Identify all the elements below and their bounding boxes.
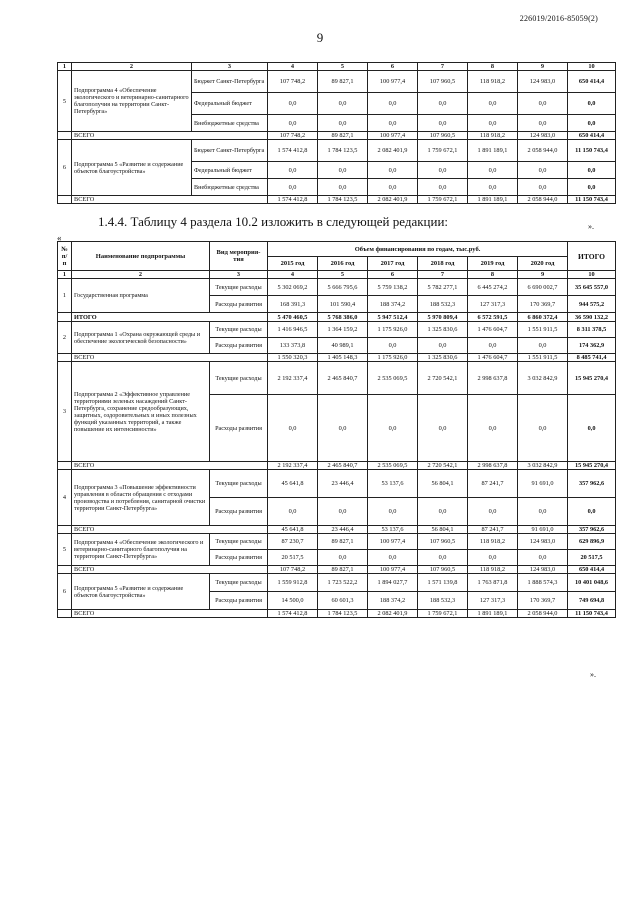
value-cell: 1 574 412,8	[268, 610, 318, 618]
value-cell: 0,0	[568, 93, 616, 115]
header-year: 2019 год	[468, 257, 518, 271]
subprogram-row	[58, 534, 616, 550]
value-cell: 2 192 337,4	[268, 462, 318, 470]
value-cell: 11 150 743,4	[568, 140, 616, 162]
header-subprogram-name: Наименование подпрограммы	[72, 242, 210, 271]
value-cell: 6 690 002,7	[518, 279, 568, 296]
value-cell: 0,0	[418, 550, 468, 566]
value-cell: 10 401 048,6	[568, 574, 616, 592]
value-cell: 107 748,2	[268, 566, 318, 574]
activity-type-cell: Расходы развития	[210, 395, 268, 462]
value-cell: 0,0	[318, 498, 368, 526]
row-number-cell: 3	[58, 362, 72, 462]
subprogram-row	[58, 470, 616, 498]
value-cell: 0,0	[418, 93, 468, 115]
value-cell: 107 960,5	[418, 566, 468, 574]
value-cell: 11 150 743,4	[568, 196, 616, 204]
column-number-cell: 10	[568, 63, 616, 71]
column-number-cell: 6	[368, 271, 418, 279]
value-cell: 0,0	[468, 93, 518, 115]
value-cell: 1 364 159,2	[318, 322, 368, 338]
value-cell: 2 058 944,0	[518, 140, 568, 162]
total-label-cell: ВСЕГО	[72, 566, 268, 574]
value-cell: 36 590 132,2	[568, 313, 616, 322]
value-cell: 1 476 604,7	[468, 322, 518, 338]
value-cell: 3 032 842,9	[518, 462, 568, 470]
header-year: 2020 год	[518, 257, 568, 271]
value-cell: 1 416 946,5	[268, 322, 318, 338]
value-cell: 20 517,5	[268, 550, 318, 566]
value-cell: 118 918,2	[468, 71, 518, 93]
header-total: ИТОГО	[568, 242, 616, 271]
funding-source-cell: Федеральный бюджет	[192, 93, 268, 115]
value-cell: 60 601,3	[318, 592, 368, 610]
value-cell: 1 175 926,0	[368, 322, 418, 338]
column-number-cell: 1	[58, 271, 72, 279]
value-cell: 357 962,6	[568, 470, 616, 498]
value-cell: 0,0	[518, 115, 568, 132]
value-cell: 35 645 557,0	[568, 279, 616, 296]
value-cell: 0,0	[568, 179, 616, 196]
value-cell: 1 175 926,0	[368, 354, 418, 362]
row-number-cell: 6	[58, 574, 72, 610]
value-cell: 2 535 069,5	[368, 362, 418, 395]
value-cell: 5 947 512,4	[368, 313, 418, 322]
value-cell: 5 470 460,5	[268, 313, 318, 322]
value-cell: 2 058 944,0	[518, 610, 568, 618]
value-cell: 0,0	[468, 395, 518, 462]
row-number-cell: 5	[58, 534, 72, 566]
value-cell: 1 784 123,5	[318, 196, 368, 204]
table1-row	[58, 71, 616, 93]
value-cell: 3 032 842,9	[518, 362, 568, 395]
value-cell: 107 748,2	[268, 132, 318, 140]
value-cell: 89 827,1	[318, 132, 368, 140]
value-cell: 87 241,7	[468, 470, 518, 498]
column-number-cell: 10	[568, 271, 616, 279]
value-cell: 1 759 672,1	[418, 610, 468, 618]
section-heading: 1.4.4. Таблицу 4 раздела 10.2 изложить в следующей редакции:	[98, 214, 449, 229]
value-cell: 2 058 944,0	[518, 196, 568, 204]
value-cell: 124 983,0	[518, 566, 568, 574]
subprogram-name-cell: Подпрограмма 5 «Развитие и содержание объектов благоустройства»	[72, 140, 192, 196]
value-cell: 1 574 412,8	[268, 196, 318, 204]
value-cell: 100 977,4	[368, 534, 418, 550]
subprogram-name-cell: Подпрограмма 1 «Охрана окружающей среды и обеспечение экологической безопасности»	[72, 322, 210, 354]
total-label-cell: ВСЕГО	[72, 132, 268, 140]
column-number-cell: 7	[418, 271, 468, 279]
empty-cell	[58, 462, 72, 470]
document-id: 226019/2016-85059(2)	[519, 14, 598, 23]
value-cell: 0,0	[368, 115, 418, 132]
value-cell: 0,0	[468, 179, 518, 196]
total-label-cell: ВСЕГО	[72, 610, 268, 618]
value-cell: 188 532,3	[418, 592, 468, 610]
state-program-total-row	[58, 313, 616, 322]
funding-source-cell: Внебюджетные средства	[192, 115, 268, 132]
value-cell: 5 768 386,0	[318, 313, 368, 322]
column-number-cell: 2	[72, 63, 192, 71]
activity-type-cell: Текущие расходы	[210, 470, 268, 498]
column-number-cell: 8	[468, 63, 518, 71]
value-cell: 0,0	[268, 179, 318, 196]
value-cell: 0,0	[568, 115, 616, 132]
subprogram-total-row	[58, 566, 616, 574]
column-number-cell: 7	[418, 63, 468, 71]
value-cell: 188 374,2	[368, 592, 418, 610]
value-cell: 89 827,1	[318, 71, 368, 93]
value-cell: 2 192 337,4	[268, 362, 318, 395]
value-cell: 89 827,1	[318, 566, 368, 574]
value-cell: 1 763 871,8	[468, 574, 518, 592]
value-cell: 1 759 672,1	[418, 196, 468, 204]
value-cell: 56 804,1	[418, 470, 468, 498]
column-number-cell: 4	[268, 271, 318, 279]
column-number-cell: 2	[72, 271, 210, 279]
value-cell: 8 485 741,4	[568, 354, 616, 362]
value-cell: 0,0	[568, 162, 616, 179]
value-cell: 6 445 274,2	[468, 279, 518, 296]
value-cell: 1 325 830,6	[418, 322, 468, 338]
value-cell: 8 311 378,5	[568, 322, 616, 338]
value-cell: 5 782 277,1	[418, 279, 468, 296]
value-cell: 6 860 372,4	[518, 313, 568, 322]
header-activity-type: Вид мероприя-тия	[210, 242, 268, 271]
total-label-cell: ВСЕГО	[72, 196, 268, 204]
financing-table-continued	[57, 62, 616, 204]
value-cell: 118 918,2	[468, 534, 518, 550]
value-cell: 0,0	[318, 179, 368, 196]
column-number-cell: 8	[468, 271, 518, 279]
value-cell: 15 945 270,4	[568, 462, 616, 470]
value-cell: 0,0	[518, 338, 568, 354]
activity-type-cell: Расходы развития	[210, 592, 268, 610]
value-cell: 118 918,2	[468, 132, 518, 140]
value-cell: 0,0	[318, 550, 368, 566]
value-cell: 0,0	[568, 395, 616, 462]
value-cell: 188 532,3	[418, 296, 468, 313]
value-cell: 101 590,4	[318, 296, 368, 313]
value-cell: 0,0	[418, 162, 468, 179]
funding-source-cell: Бюджет Санкт-Петербурга	[192, 140, 268, 162]
activity-type-cell: Расходы развития	[210, 296, 268, 313]
value-cell: 2 720 542,1	[418, 462, 468, 470]
value-cell: 1 759 672,1	[418, 140, 468, 162]
subprogram-name-cell: Подпрограмма 5 «Развитие и содержание объектов благоустройства»	[72, 574, 210, 610]
header-year: 2015 год	[268, 257, 318, 271]
value-cell: 0,0	[268, 395, 318, 462]
value-cell: 118 918,2	[468, 566, 518, 574]
value-cell: 2 720 542,1	[418, 362, 468, 395]
value-cell: 40 989,1	[318, 338, 368, 354]
value-cell: 0,0	[268, 162, 318, 179]
subprogram-total-row	[58, 610, 616, 618]
value-cell: 87 241,7	[468, 526, 518, 534]
value-cell: 100 977,4	[368, 132, 418, 140]
funding-source-cell: Федеральный бюджет	[192, 162, 268, 179]
value-cell: 45 641,8	[268, 470, 318, 498]
value-cell: 124 983,0	[518, 132, 568, 140]
subprogram-name-cell: Подпрограмма 4 «Обеспечение экологического и ветеринарно-санитарного благополучия на территории Санкт-Петербурга»	[72, 534, 210, 566]
header-number: № п/п	[58, 242, 72, 271]
value-cell: 1 888 574,3	[518, 574, 568, 592]
value-cell: 0,0	[418, 395, 468, 462]
value-cell: 170 369,7	[518, 296, 568, 313]
activity-type-cell: Текущие расходы	[210, 362, 268, 395]
subprogram-row	[58, 362, 616, 395]
header-financing-by-year: Объем финансирования по годам, тыс.руб.	[268, 242, 568, 257]
value-cell: 0,0	[318, 93, 368, 115]
table2-column-numbers	[58, 271, 616, 279]
column-number-cell: 9	[518, 271, 568, 279]
value-cell: 1 891 189,1	[468, 610, 518, 618]
subprogram-row	[58, 574, 616, 592]
value-cell: 107 960,5	[418, 71, 468, 93]
table1-total-row	[58, 196, 616, 204]
value-cell: 0,0	[318, 115, 368, 132]
empty-cell	[58, 132, 72, 140]
value-cell: 23 446,4	[318, 470, 368, 498]
column-number-cell: 3	[192, 63, 268, 71]
value-cell: 5 759 138,2	[368, 279, 418, 296]
subprogram-total-row	[58, 354, 616, 362]
row-number-cell: 1	[58, 279, 72, 313]
value-cell: 91 691,0	[518, 526, 568, 534]
row-number-cell: 4	[58, 470, 72, 526]
value-cell: 0,0	[418, 115, 468, 132]
value-cell: 1 550 320,3	[268, 354, 318, 362]
value-cell: 0,0	[418, 498, 468, 526]
table1-column-numbers	[58, 63, 616, 71]
value-cell: 100 977,4	[368, 566, 418, 574]
value-cell: 1 894 027,7	[368, 574, 418, 592]
value-cell: 0,0	[368, 93, 418, 115]
opening-quote: «	[57, 233, 62, 243]
header-year: 2016 год	[318, 257, 368, 271]
value-cell: 2 082 401,9	[368, 610, 418, 618]
subprogram-name-cell: Подпрограмма 3 «Повышение эффективности управления в области обращения с отходами производства и потребления, санитарной очистки территории Санкт-Петербурга»	[72, 470, 210, 526]
value-cell: 89 827,1	[318, 534, 368, 550]
row-number-cell: 6	[58, 140, 72, 196]
value-cell: 650 414,4	[568, 132, 616, 140]
value-cell: 2 465 840,7	[318, 462, 368, 470]
total-label-cell: ВСЕГО	[72, 526, 268, 534]
value-cell: 357 962,6	[568, 526, 616, 534]
column-number-cell: 5	[318, 63, 368, 71]
value-cell: 0,0	[518, 498, 568, 526]
value-cell: 1 325 830,6	[418, 354, 468, 362]
value-cell: 2 082 401,9	[368, 140, 418, 162]
total-label-cell: ВСЕГО	[72, 354, 268, 362]
activity-type-cell: Текущие расходы	[210, 574, 268, 592]
value-cell: 0,0	[518, 395, 568, 462]
value-cell: 2 998 637,8	[468, 362, 518, 395]
value-cell: 5 970 809,4	[418, 313, 468, 322]
value-cell: 56 804,1	[418, 526, 468, 534]
value-cell: 0,0	[368, 338, 418, 354]
funding-source-cell: Внебюджетные средства	[192, 179, 268, 196]
value-cell: 0,0	[468, 498, 518, 526]
value-cell: 6 572 591,5	[468, 313, 518, 322]
value-cell: 0,0	[368, 550, 418, 566]
value-cell: 650 414,4	[568, 71, 616, 93]
value-cell: 45 641,8	[268, 526, 318, 534]
activity-type-cell: Расходы развития	[210, 338, 268, 354]
closing-quote-2: ».	[590, 670, 596, 679]
value-cell: 91 691,0	[518, 470, 568, 498]
value-cell: 0,0	[418, 179, 468, 196]
table2-header-row-1	[58, 242, 616, 257]
value-cell: 133 373,8	[268, 338, 318, 354]
value-cell: 107 960,5	[418, 534, 468, 550]
column-number-cell: 3	[210, 271, 268, 279]
value-cell: 15 945 270,4	[568, 362, 616, 395]
total-label-cell: ИТОГО	[72, 313, 268, 322]
value-cell: 0,0	[518, 550, 568, 566]
value-cell: 0,0	[368, 179, 418, 196]
subprogram-name-cell: Подпрограмма 4 «Обеспечение экологического и ветеринарно-санитарного благополучия на территории Санкт-Петербурга»	[72, 71, 192, 132]
column-number-cell: 1	[58, 63, 72, 71]
value-cell: 2 998 637,8	[468, 462, 518, 470]
table1-total-row	[58, 132, 616, 140]
value-cell: 0,0	[468, 338, 518, 354]
value-cell: 87 230,7	[268, 534, 318, 550]
row-number-cell: 5	[58, 71, 72, 132]
activity-type-cell: Расходы развития	[210, 498, 268, 526]
value-cell: 11 150 743,4	[568, 610, 616, 618]
subprogram-name-cell: Подпрограмма 2 «Эффективное управление территориями зеленых насаждений Санкт-Петербурга, сохранение средообразующих, защитных, оздоровительных и иных полезных функций указанных территорий, а также повышение их интенсивности»	[72, 362, 210, 462]
value-cell: 1 476 604,7	[468, 354, 518, 362]
value-cell: 124 983,0	[518, 71, 568, 93]
value-cell: 168 391,3	[268, 296, 318, 313]
value-cell: 2 465 840,7	[318, 362, 368, 395]
activity-type-cell: Текущие расходы	[210, 279, 268, 296]
value-cell: 1 574 412,8	[268, 140, 318, 162]
value-cell: 1 784 123,5	[318, 140, 368, 162]
value-cell: 0,0	[268, 498, 318, 526]
value-cell: 188 374,2	[368, 296, 418, 313]
value-cell: 1 723 522,2	[318, 574, 368, 592]
program-name-cell: Государственная программа	[72, 279, 210, 313]
value-cell: 1 551 911,5	[518, 322, 568, 338]
activity-type-cell: Расходы развития	[210, 550, 268, 566]
value-cell: 0,0	[318, 162, 368, 179]
value-cell: 0,0	[468, 115, 518, 132]
activity-type-cell: Текущие расходы	[210, 322, 268, 338]
value-cell: 0,0	[468, 550, 518, 566]
page-number: 9	[316, 30, 324, 45]
value-cell: 20 517,5	[568, 550, 616, 566]
value-cell: 0,0	[568, 498, 616, 526]
total-label-cell: ВСЕГО	[72, 462, 268, 470]
value-cell: 14 500,0	[268, 592, 318, 610]
table1-row	[58, 140, 616, 162]
value-cell: 1 784 123,5	[318, 610, 368, 618]
value-cell: 0,0	[268, 115, 318, 132]
value-cell: 1 891 189,1	[468, 196, 518, 204]
column-number-cell: 9	[518, 63, 568, 71]
value-cell: 749 694,8	[568, 592, 616, 610]
value-cell: 107 748,2	[268, 71, 318, 93]
value-cell: 0,0	[318, 395, 368, 462]
empty-cell	[58, 354, 72, 362]
value-cell: 1 405 148,3	[318, 354, 368, 362]
value-cell: 170 369,7	[518, 592, 568, 610]
closing-quote-1: ».	[588, 222, 594, 231]
subprogram-total-row	[58, 526, 616, 534]
subprogram-row	[58, 322, 616, 338]
header-year: 2018 год	[418, 257, 468, 271]
value-cell: 0,0	[368, 162, 418, 179]
value-cell: 0,0	[268, 93, 318, 115]
value-cell: 0,0	[418, 338, 468, 354]
value-cell: 1 891 189,1	[468, 140, 518, 162]
column-number-cell: 6	[368, 63, 418, 71]
value-cell: 650 414,4	[568, 566, 616, 574]
value-cell: 53 137,6	[368, 526, 418, 534]
value-cell: 2 082 401,9	[368, 196, 418, 204]
value-cell: 0,0	[518, 162, 568, 179]
value-cell: 0,0	[368, 395, 418, 462]
financing-table-4	[57, 241, 616, 618]
value-cell: 1 559 912,8	[268, 574, 318, 592]
value-cell: 23 446,4	[318, 526, 368, 534]
value-cell: 124 983,0	[518, 534, 568, 550]
value-cell: 0,0	[518, 179, 568, 196]
value-cell: 944 575,2	[568, 296, 616, 313]
funding-source-cell: Бюджет Санкт-Петербурга	[192, 71, 268, 93]
value-cell: 5 302 069,2	[268, 279, 318, 296]
value-cell: 174 362,9	[568, 338, 616, 354]
empty-cell	[58, 610, 72, 618]
state-program-row	[58, 279, 616, 296]
value-cell: 2 535 069,5	[368, 462, 418, 470]
column-number-cell: 5	[318, 271, 368, 279]
value-cell: 0,0	[518, 93, 568, 115]
value-cell: 53 137,6	[368, 470, 418, 498]
activity-type-cell: Текущие расходы	[210, 534, 268, 550]
empty-cell	[58, 196, 72, 204]
header-year: 2017 год	[368, 257, 418, 271]
empty-cell	[58, 526, 72, 534]
value-cell: 0,0	[368, 498, 418, 526]
value-cell: 100 977,4	[368, 71, 418, 93]
row-number-cell: 2	[58, 322, 72, 354]
column-number-cell: 4	[268, 63, 318, 71]
value-cell: 1 571 139,8	[418, 574, 468, 592]
subprogram-total-row	[58, 462, 616, 470]
empty-cell	[58, 566, 72, 574]
value-cell: 5 666 795,6	[318, 279, 368, 296]
value-cell: 127 317,3	[468, 592, 518, 610]
empty-cell	[58, 313, 72, 322]
value-cell: 127 317,3	[468, 296, 518, 313]
value-cell: 629 896,9	[568, 534, 616, 550]
value-cell: 1 551 911,5	[518, 354, 568, 362]
value-cell: 0,0	[468, 162, 518, 179]
value-cell: 107 960,5	[418, 132, 468, 140]
